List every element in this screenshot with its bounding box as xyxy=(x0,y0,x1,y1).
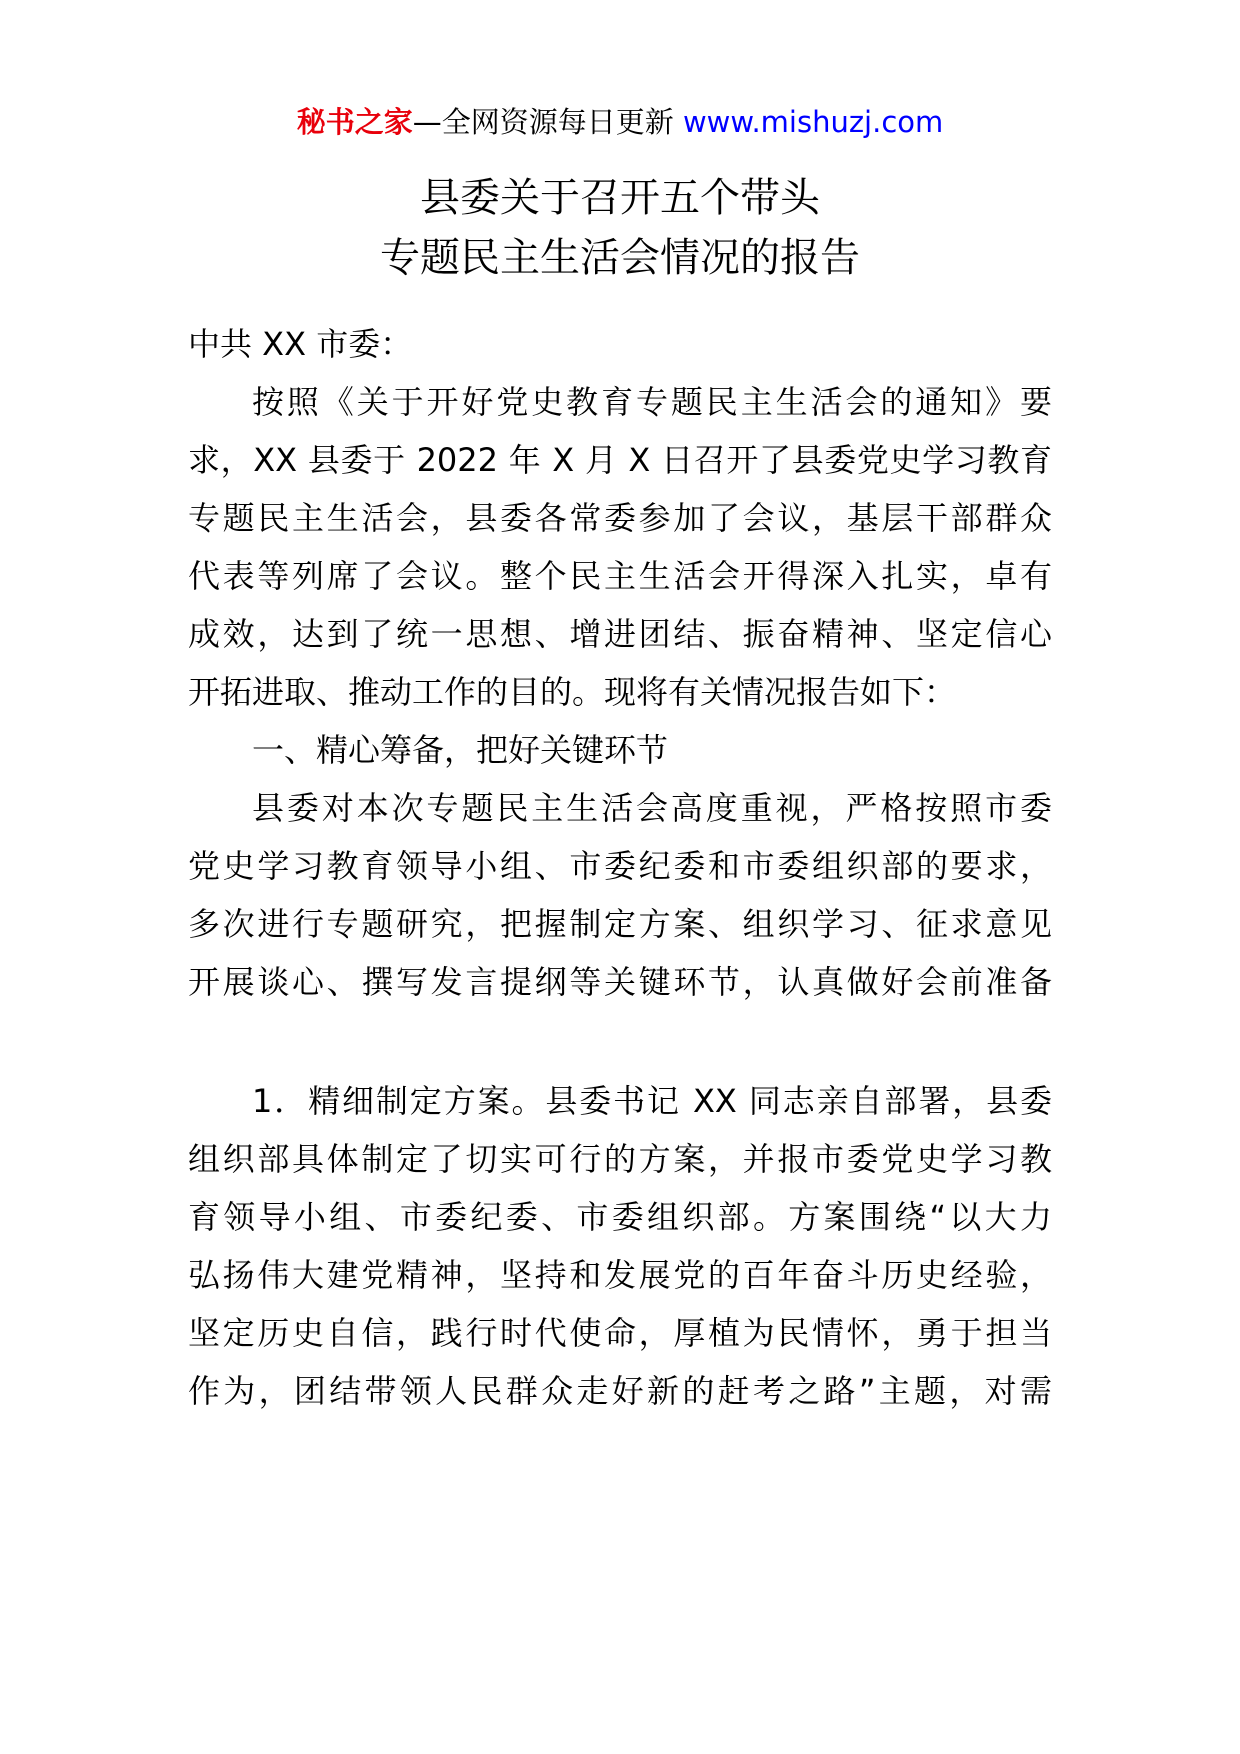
section-heading: 一、精心筹备，把好关键环节 xyxy=(252,731,669,769)
header-tagline: —全网资源每日更新 xyxy=(412,105,683,139)
paragraph-line: 开拓进取、推动工作的目的。现将有关情况报告如下： xyxy=(188,673,957,711)
paragraph-line: 1．精细制定方案。县委书记 XX 同志亲自部署，县委 xyxy=(252,1082,1052,1120)
paragraph-line: 坚定历史自信，践行时代使命，厚植为民情怀，勇于担当 xyxy=(188,1314,1052,1352)
paragraph-line: 代表等列席了会议。整个民主生活会开得深入扎实，卓有 xyxy=(188,557,1052,595)
paragraph-line: 按照《关于开好党史教育专题民主生活会的通知》要 xyxy=(252,383,1052,421)
paragraph-line: 成效，达到了统一思想、增进团结、振奋精神、坚定信心 xyxy=(188,615,1052,653)
site-url-link[interactable]: www.mishuzj.com xyxy=(682,105,944,139)
paragraph-line: 作为，团结带领人民群众走好新的赶考之路”主题，对需 xyxy=(188,1372,1052,1410)
paragraph-line: 多次进行专题研究，把握制定方案、组织学习、征求意见 xyxy=(188,905,1052,943)
document-title-line-1: 县委关于召开五个带头 xyxy=(420,175,820,221)
paragraph-line: 弘扬伟大建党精神，坚持和发展党的百年奋斗历史经验， xyxy=(188,1256,1052,1294)
paragraph-line: 党史学习教育领导小组、市委纪委和市委组织部的要求， xyxy=(188,847,1052,885)
salutation: 中共 XX 市委： xyxy=(188,325,413,363)
document-title-line-2: 专题民主生活会情况的报告 xyxy=(380,235,860,281)
paragraph-line: 开展谈心、撰写发言提纲等关键环节，认真做好会前准备 xyxy=(188,963,1052,1001)
paragraph-line: 求，XX 县委于 2022 年 X 月 X 日召开了县委党史学习教育 xyxy=(188,441,1052,479)
brand-name: 秘书之家 xyxy=(296,105,413,139)
site-header xyxy=(0,100,1240,144)
paragraph-line: 育领导小组、市委纪委、市委组织部。方案围绕“以大力 xyxy=(188,1198,1052,1236)
paragraph-line: 专题民主生活会，县委各常委参加了会议，基层干部群众 xyxy=(188,499,1052,537)
paragraph-line: 组织部具体制定了切实可行的方案，并报市委党史学习教 xyxy=(188,1140,1052,1178)
paragraph-line: 县委对本次专题民主生活会高度重视，严格按照市委 xyxy=(252,789,1052,827)
